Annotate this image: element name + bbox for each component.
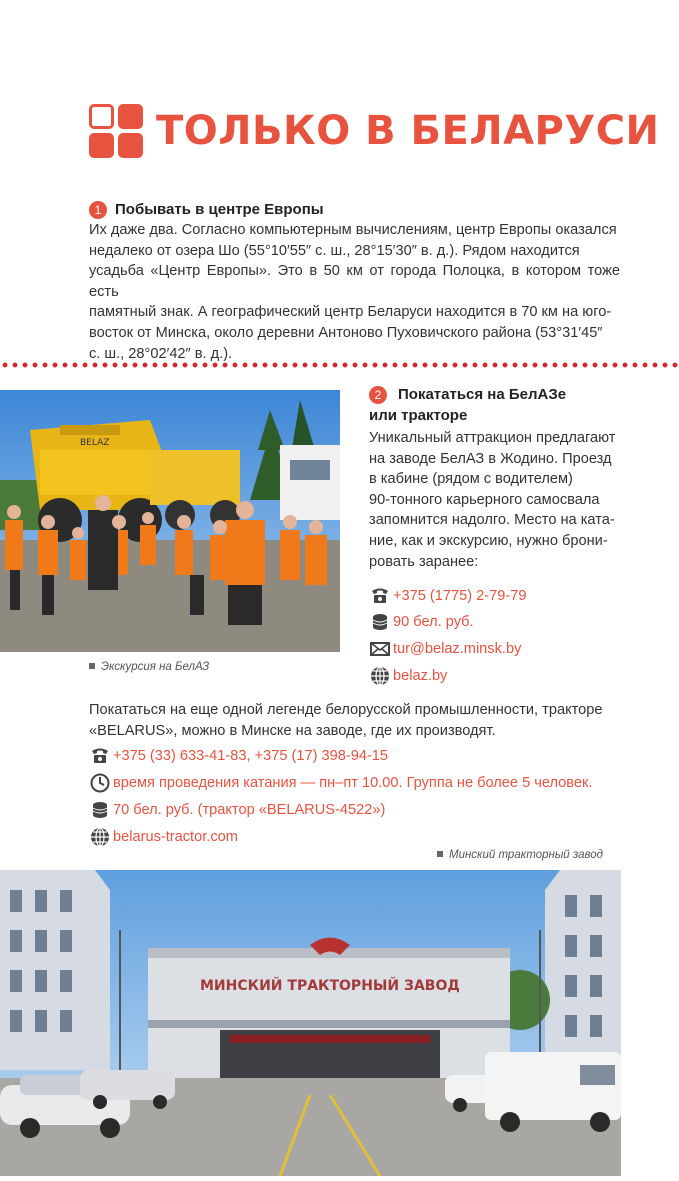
tractor-time: время проведения катания — пн–пт 10.00. Группа не более 5 человек.: [113, 775, 593, 791]
section-number-1: 1: [89, 201, 107, 219]
text-line: 90-тонного карьерного самосвала: [369, 491, 600, 508]
text-line: на заводе БелАЗ в Жодино. Проезд: [369, 450, 612, 467]
phone-icon: [89, 745, 111, 767]
text-line: усадьба «Центр Европы». Это в 50 км от города Полоцка, в котором тоже есть: [89, 263, 620, 300]
section-title-belaz: Покататься на БелАЗе: [398, 386, 567, 403]
belaz-phone-row: [369, 585, 526, 607]
tractor-price: 70 бел. руб. (трактор «BELARUS-4522»): [113, 802, 386, 818]
minsk-tractor-plant-photo: [0, 870, 621, 1176]
logo-grid-icon: [89, 104, 143, 158]
text-line: запомнится надолго. Место на ката-: [369, 512, 615, 529]
coins-icon: [89, 799, 111, 821]
section3-paragraph: [89, 700, 620, 741]
tractor-website-row: [89, 826, 238, 848]
text-line: ровать заранее:: [369, 553, 479, 570]
belaz-excursion-photo: [0, 390, 340, 652]
coins-icon: [369, 611, 391, 633]
building-sign: МИНСКИЙ ТРАКТОРНЫЙ ЗАВОД: [200, 978, 460, 994]
belaz-photo-caption: [89, 661, 209, 673]
caption-text: Экскурсия на БелАЗ: [101, 661, 210, 673]
text-line: памятный знак. А географический центр Беларуси находится в 70 км на юго-: [89, 304, 612, 321]
text-line: с. ш., 28°02′42″ в. д.).: [89, 345, 233, 362]
text-line: ние, как и экскурсию, нужно брони-: [369, 532, 608, 549]
text-line: «BELARUS», можно в Минске на заводе, где их производят.: [89, 722, 496, 739]
text-line: в кабине (рядом с водителем): [369, 471, 573, 488]
tractor-phone-row: [89, 745, 388, 767]
caption-marker: [89, 663, 95, 669]
belaz-phone[interactable]: +375 (1775) 2-79-79: [393, 588, 527, 604]
phone-icon: [369, 585, 391, 607]
section1-paragraph: [89, 220, 620, 364]
belaz-website-link[interactable]: belaz.by: [393, 668, 448, 684]
text-line: Покататься на еще одной легенде белорусской промышленности, тракторе: [89, 702, 603, 718]
text-line: восток от Минска, около деревни Антоново Пуховичского района (53°31′45″: [89, 324, 603, 341]
text-line: Уникальный аттракцион предлагают: [369, 430, 616, 446]
tractor-plant-illustration: [0, 870, 621, 1176]
text-line: Их даже два. Согласно компьютерным вычислениям, центр Европы оказался: [89, 222, 617, 238]
tractor-website-link[interactable]: belarus-tractor.com: [113, 829, 238, 845]
belaz-sign: BELAZ: [80, 438, 110, 448]
belaz-email-link[interactable]: tur@belaz.minsk.by: [393, 641, 522, 657]
belaz-website-row: [369, 665, 447, 687]
tractor-price-row: [89, 799, 385, 821]
tractor-photo-caption: [437, 849, 603, 861]
belaz-email-row: [369, 638, 521, 660]
dotted-divider: [0, 362, 679, 368]
section-title-europe-center: Побывать в центре Европы: [115, 201, 324, 218]
globe-icon: [89, 826, 111, 848]
section-title-belaz-line2: или тракторе: [369, 407, 468, 424]
tractor-phone[interactable]: +375 (33) 633-41-83, +375 (17) 398-94-15: [113, 748, 389, 764]
belaz-price: 90 бел. руб.: [393, 614, 474, 630]
section-number-2: 2: [369, 386, 387, 404]
envelope-icon: [369, 638, 391, 660]
caption-marker: [437, 851, 443, 857]
section2-paragraph: [369, 428, 620, 572]
clock-icon: [89, 772, 111, 794]
page-title: ТОЛЬКО В БЕЛАРУСИ: [156, 108, 660, 154]
globe-icon: [369, 665, 391, 687]
tractor-time-row: [89, 772, 592, 794]
belaz-price-row: [369, 611, 474, 633]
text-line: недалеко от озера Шо (55°10′55″ с. ш., 28°15′30″ в. д.). Рядом находится: [89, 242, 580, 259]
caption-text: Минский тракторный завод: [449, 849, 604, 861]
belaz-photo-illustration: [0, 390, 340, 652]
